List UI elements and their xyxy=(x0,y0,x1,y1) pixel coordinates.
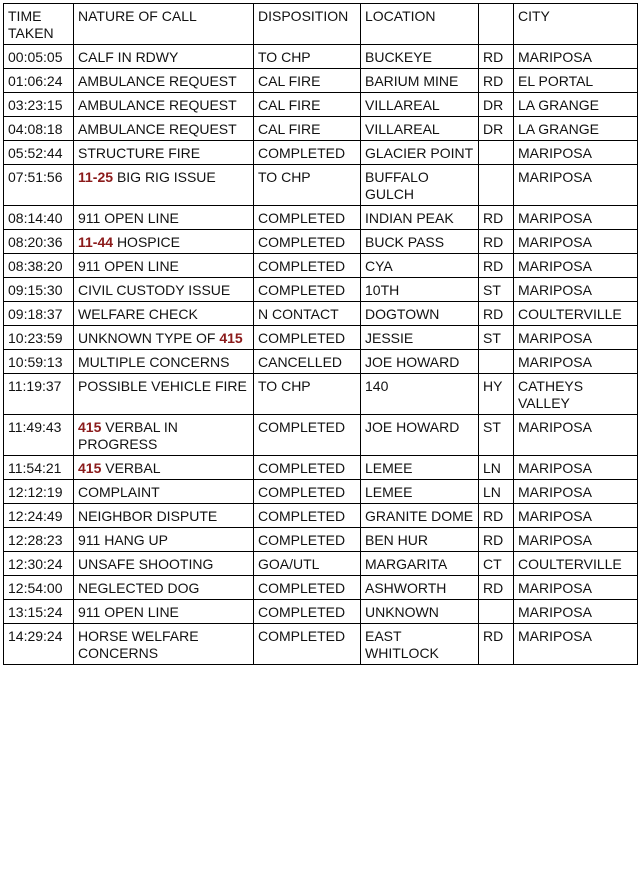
city-cell: MARIPOSA xyxy=(514,230,638,254)
nature-text: POSSIBLE VEHICLE FIRE xyxy=(78,378,247,394)
suffix-cell: RD xyxy=(479,206,514,230)
suffix-cell: RD xyxy=(479,624,514,665)
disposition-cell: COMPLETED xyxy=(254,456,361,480)
disposition-cell: CAL FIRE xyxy=(254,117,361,141)
time-cell: 12:28:23 xyxy=(4,528,74,552)
table-row xyxy=(4,69,638,93)
table-row xyxy=(4,624,638,665)
location-cell: INDIAN PEAK xyxy=(361,206,479,230)
disposition-cell: GOA/UTL xyxy=(254,552,361,576)
table-row xyxy=(4,528,638,552)
table-row xyxy=(4,552,638,576)
nature-text: CALF IN RDWY xyxy=(78,49,179,65)
city-cell: MARIPOSA xyxy=(514,350,638,374)
nature-cell xyxy=(74,576,254,600)
disposition-cell: COMPLETED xyxy=(254,480,361,504)
suffix-cell: LN xyxy=(479,456,514,480)
disposition-cell: COMPLETED xyxy=(254,528,361,552)
nature-text: HORSE WELFARE CONCERNS xyxy=(78,628,199,661)
location-cell: GLACIER POINT xyxy=(361,141,479,165)
time-cell: 00:05:05 xyxy=(4,45,74,69)
time-cell: 10:23:59 xyxy=(4,326,74,350)
location-cell: LEMEE xyxy=(361,480,479,504)
header-street-suffix xyxy=(479,4,514,45)
nature-text: STRUCTURE FIRE xyxy=(78,145,201,161)
city-cell: LA GRANGE xyxy=(514,117,638,141)
location-cell: BUFFALO GULCH xyxy=(361,165,479,206)
table-row xyxy=(4,278,638,302)
time-cell: 09:15:30 xyxy=(4,278,74,302)
disposition-cell: COMPLETED xyxy=(254,254,361,278)
nature-cell xyxy=(74,93,254,117)
disposition-cell: TO CHP xyxy=(254,45,361,69)
header-location: LOCATION xyxy=(361,4,479,45)
time-cell: 11:19:37 xyxy=(4,374,74,415)
table-row xyxy=(4,45,638,69)
disposition-cell: CAL FIRE xyxy=(254,69,361,93)
table-row xyxy=(4,230,638,254)
nature-cell xyxy=(74,165,254,206)
nature-cell xyxy=(74,600,254,624)
location-cell: CYA xyxy=(361,254,479,278)
location-cell: EAST WHITLOCK xyxy=(361,624,479,665)
time-cell: 12:12:19 xyxy=(4,480,74,504)
incident-code: 415 xyxy=(78,460,102,476)
city-cell: MARIPOSA xyxy=(514,624,638,665)
suffix-cell: CT xyxy=(479,552,514,576)
header-nature-of-call: NATURE OF CALL xyxy=(74,4,254,45)
nature-text: 911 OPEN LINE xyxy=(78,258,179,274)
nature-text: COMPLAINT xyxy=(78,484,160,500)
suffix-cell xyxy=(479,600,514,624)
suffix-cell: RD xyxy=(479,302,514,326)
disposition-cell: COMPLETED xyxy=(254,230,361,254)
nature-cell xyxy=(74,69,254,93)
nature-text: AMBULANCE REQUEST xyxy=(78,73,237,89)
nature-cell xyxy=(74,302,254,326)
time-cell: 04:08:18 xyxy=(4,117,74,141)
suffix-cell: RD xyxy=(479,576,514,600)
table-row xyxy=(4,326,638,350)
location-cell: 140 xyxy=(361,374,479,415)
location-cell: JOE HOWARD xyxy=(361,350,479,374)
nature-text: VERBAL xyxy=(105,460,161,476)
location-cell: JOE HOWARD xyxy=(361,415,479,456)
time-cell: 14:29:24 xyxy=(4,624,74,665)
suffix-cell xyxy=(479,350,514,374)
location-cell: JESSIE xyxy=(361,326,479,350)
nature-cell xyxy=(74,374,254,415)
disposition-cell: COMPLETED xyxy=(254,504,361,528)
city-cell: MARIPOSA xyxy=(514,141,638,165)
nature-cell xyxy=(74,504,254,528)
location-cell: LEMEE xyxy=(361,456,479,480)
city-cell: MARIPOSA xyxy=(514,165,638,206)
city-cell: MARIPOSA xyxy=(514,576,638,600)
disposition-cell: TO CHP xyxy=(254,374,361,415)
city-cell: MARIPOSA xyxy=(514,278,638,302)
nature-cell xyxy=(74,117,254,141)
nature-text: UNSAFE SHOOTING xyxy=(78,556,214,572)
incident-code: 415 xyxy=(219,330,243,346)
time-cell: 08:14:40 xyxy=(4,206,74,230)
nature-cell xyxy=(74,326,254,350)
table-row xyxy=(4,165,638,206)
table-row xyxy=(4,302,638,326)
time-cell: 07:51:56 xyxy=(4,165,74,206)
nature-cell xyxy=(74,141,254,165)
disposition-cell: COMPLETED xyxy=(254,415,361,456)
suffix-cell: RD xyxy=(479,230,514,254)
header-city: CITY xyxy=(514,4,638,45)
disposition-cell: COMPLETED xyxy=(254,624,361,665)
nature-cell xyxy=(74,278,254,302)
time-cell: 12:54:00 xyxy=(4,576,74,600)
nature-cell xyxy=(74,456,254,480)
location-cell: BEN HUR xyxy=(361,528,479,552)
suffix-cell: RD xyxy=(479,45,514,69)
nature-text: WELFARE CHECK xyxy=(78,306,198,322)
call-log-body xyxy=(4,45,638,665)
disposition-cell: CANCELLED xyxy=(254,350,361,374)
nature-cell xyxy=(74,624,254,665)
nature-text: MULTIPLE CONCERNS xyxy=(78,354,230,370)
incident-code: 11-25 xyxy=(78,169,114,185)
location-cell: BUCKEYE xyxy=(361,45,479,69)
table-row xyxy=(4,480,638,504)
time-cell: 05:52:44 xyxy=(4,141,74,165)
suffix-cell: RD xyxy=(479,69,514,93)
nature-text: NEGLECTED DOG xyxy=(78,580,200,596)
city-cell: COULTERVILLE xyxy=(514,302,638,326)
suffix-cell: RD xyxy=(479,504,514,528)
incident-code: 415 xyxy=(78,419,102,435)
table-row xyxy=(4,350,638,374)
suffix-cell: LN xyxy=(479,480,514,504)
disposition-cell: COMPLETED xyxy=(254,326,361,350)
suffix-cell: ST xyxy=(479,415,514,456)
disposition-cell: COMPLETED xyxy=(254,600,361,624)
location-cell: GRANITE DOME xyxy=(361,504,479,528)
table-row xyxy=(4,504,638,528)
city-cell: MARIPOSA xyxy=(514,415,638,456)
city-cell: COULTERVILLE xyxy=(514,552,638,576)
time-cell: 03:23:15 xyxy=(4,93,74,117)
nature-text: 911 HANG UP xyxy=(78,532,168,548)
suffix-cell: DR xyxy=(479,117,514,141)
time-cell: 01:06:24 xyxy=(4,69,74,93)
disposition-cell: TO CHP xyxy=(254,165,361,206)
location-cell: 10TH xyxy=(361,278,479,302)
time-cell: 09:18:37 xyxy=(4,302,74,326)
nature-text: AMBULANCE REQUEST xyxy=(78,121,237,137)
nature-cell xyxy=(74,206,254,230)
city-cell: MARIPOSA xyxy=(514,254,638,278)
nature-cell xyxy=(74,552,254,576)
suffix-cell: RD xyxy=(479,254,514,278)
city-cell: EL PORTAL xyxy=(514,69,638,93)
location-cell: VILLAREAL xyxy=(361,117,479,141)
time-cell: 13:15:24 xyxy=(4,600,74,624)
suffix-cell: DR xyxy=(479,93,514,117)
location-cell: BARIUM MINE xyxy=(361,69,479,93)
header-disposition: DISPOSITION xyxy=(254,4,361,45)
disposition-cell: COMPLETED xyxy=(254,278,361,302)
nature-cell xyxy=(74,480,254,504)
time-cell: 11:49:43 xyxy=(4,415,74,456)
table-row xyxy=(4,141,638,165)
nature-cell xyxy=(74,350,254,374)
city-cell: MARIPOSA xyxy=(514,528,638,552)
location-cell: ASHWORTH xyxy=(361,576,479,600)
city-cell: MARIPOSA xyxy=(514,504,638,528)
call-log-table xyxy=(3,3,638,665)
table-row xyxy=(4,374,638,415)
nature-cell xyxy=(74,528,254,552)
header-row xyxy=(4,4,638,45)
location-cell: UNKNOWN xyxy=(361,600,479,624)
suffix-cell xyxy=(479,141,514,165)
time-cell: 08:20:36 xyxy=(4,230,74,254)
time-cell: 12:30:24 xyxy=(4,552,74,576)
disposition-cell: COMPLETED xyxy=(254,141,361,165)
suffix-cell: ST xyxy=(479,326,514,350)
table-row xyxy=(4,93,638,117)
nature-text: NEIGHBOR DISPUTE xyxy=(78,508,218,524)
location-cell: BUCK PASS xyxy=(361,230,479,254)
location-cell: DOGTOWN xyxy=(361,302,479,326)
time-cell: 08:38:20 xyxy=(4,254,74,278)
nature-text: AMBULANCE REQUEST xyxy=(78,97,237,113)
city-cell: MARIPOSA xyxy=(514,456,638,480)
city-cell: MARIPOSA xyxy=(514,326,638,350)
nature-text: VERBAL IN PROGRESS xyxy=(78,419,178,452)
city-cell: MARIPOSA xyxy=(514,45,638,69)
time-cell: 12:24:49 xyxy=(4,504,74,528)
nature-text: HOSPICE xyxy=(116,234,180,250)
suffix-cell: HY xyxy=(479,374,514,415)
table-row xyxy=(4,576,638,600)
table-row xyxy=(4,206,638,230)
nature-text: UNKNOWN TYPE OF xyxy=(78,330,216,346)
city-cell: LA GRANGE xyxy=(514,93,638,117)
disposition-cell: COMPLETED xyxy=(254,576,361,600)
nature-cell xyxy=(74,45,254,69)
time-cell: 11:54:21 xyxy=(4,456,74,480)
nature-text: CIVIL CUSTODY ISSUE xyxy=(78,282,231,298)
nature-text: BIG RIG ISSUE xyxy=(116,169,216,185)
nature-cell xyxy=(74,230,254,254)
city-cell: MARIPOSA xyxy=(514,480,638,504)
nature-text: 911 OPEN LINE xyxy=(78,210,179,226)
disposition-cell: COMPLETED xyxy=(254,206,361,230)
suffix-cell xyxy=(479,165,514,206)
table-row xyxy=(4,456,638,480)
location-cell: VILLAREAL xyxy=(361,93,479,117)
location-cell: MARGARITA xyxy=(361,552,479,576)
suffix-cell: RD xyxy=(479,528,514,552)
table-row xyxy=(4,600,638,624)
table-row xyxy=(4,117,638,141)
suffix-cell: ST xyxy=(479,278,514,302)
city-cell: CATHEYS VALLEY xyxy=(514,374,638,415)
nature-cell xyxy=(74,254,254,278)
disposition-cell: N CONTACT xyxy=(254,302,361,326)
time-cell: 10:59:13 xyxy=(4,350,74,374)
disposition-cell: CAL FIRE xyxy=(254,93,361,117)
city-cell: MARIPOSA xyxy=(514,600,638,624)
table-row xyxy=(4,415,638,456)
incident-code: 11-44 xyxy=(78,234,114,250)
nature-cell xyxy=(74,415,254,456)
table-row xyxy=(4,254,638,278)
city-cell: MARIPOSA xyxy=(514,206,638,230)
header-time-taken: TIME TAKEN xyxy=(4,4,74,45)
nature-text: 911 OPEN LINE xyxy=(78,604,179,620)
